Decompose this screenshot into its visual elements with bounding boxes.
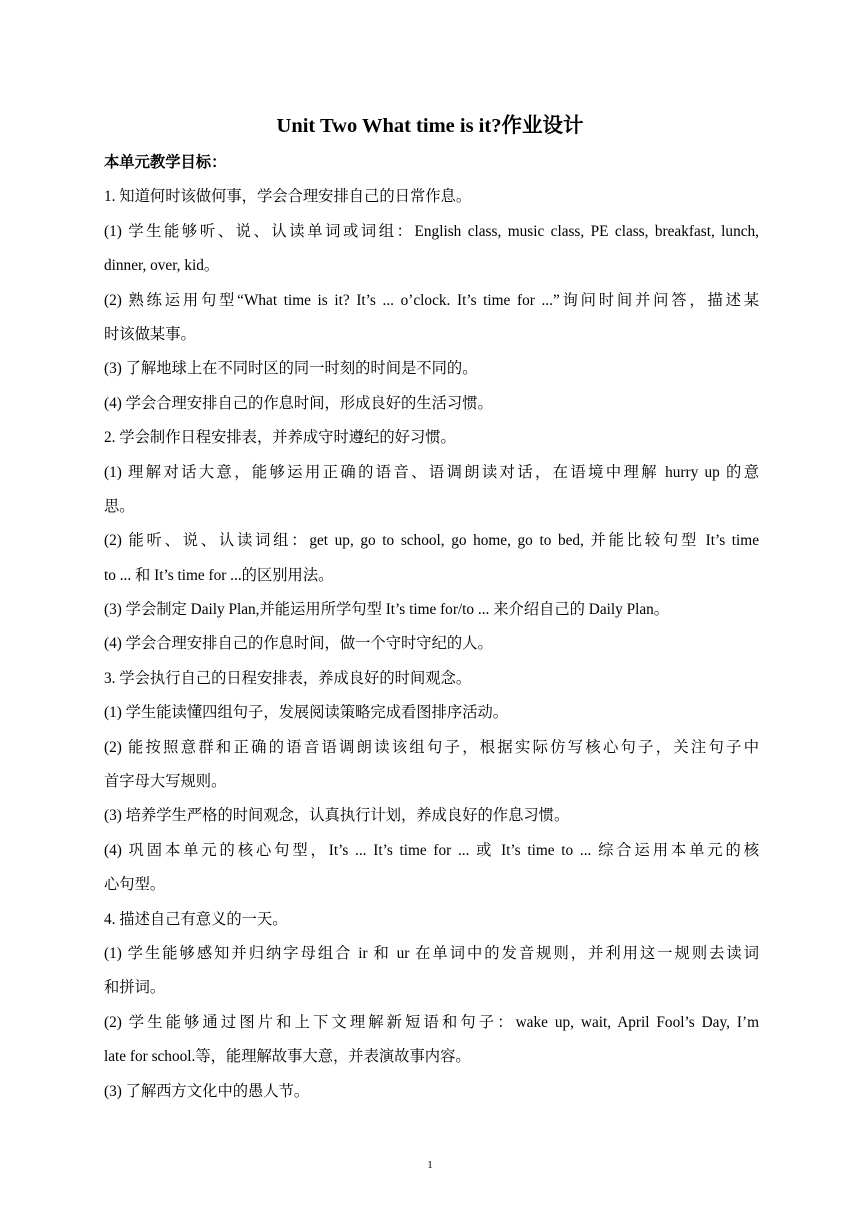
paragraph-line: 时该做某事。 — [104, 325, 196, 343]
paragraph-line: (1) 学生能读懂四组句子，发展阅读策略完成看图排序活动。 — [104, 704, 509, 722]
document-body — [104, 152, 759, 1115]
document-title: Unit Two What time is it?作业设计 — [276, 115, 584, 137]
paragraph-line: (4) 学会合理安排自己的作息时间，做一个守时守纪的人。 — [104, 635, 493, 653]
paragraph-line: (3) 学会制定 Daily Plan,并能运用所学句型 It’s time for/to ... 来介绍自己的 Daily Plan。 — [104, 601, 670, 619]
paragraph-line: (1) 学生能够听、说、认读单词或词组：English class, music class, PE class, breakfast, lunch, — [104, 222, 759, 240]
paragraph-line: (4) 学会合理安排自己的作息时间，形成良好的生活习惯。 — [104, 394, 493, 412]
paragraph-line: (2) 熟练运用句型“What time is it? It’s ... o’clock. It’s time for ...”询问时间并问答，描述某 — [104, 291, 759, 309]
goal-item: 4. 描述自己有意义的一天。 — [104, 910, 288, 928]
paragraph-line: (3) 了解西方文化中的愚人节。 — [104, 1082, 310, 1100]
paragraph-line: (2) 能听、说、认读词组：get up, go to school, go home, go to bed, 并能比较句型 It’s time — [104, 532, 759, 550]
page-number: 1 — [427, 1159, 433, 1171]
paragraph-line: 思。 — [104, 497, 135, 515]
paragraph-line: dinner, over, kid。 — [104, 257, 220, 275]
paragraph-line: to ... 和 It’s time for ...的区别用法。 — [104, 566, 334, 584]
paragraph-line: (3) 了解地球上在不同时区的同一时刻的时间是不同的。 — [104, 360, 478, 378]
paragraph-line: (3) 培养学生严格的时间观念，认真执行计划，养成良好的作息习惯。 — [104, 807, 570, 825]
paragraph-line: (2) 学生能够通过图片和上下文理解新短语和句子：wake up, wait, April Fool’s Day, I’m — [104, 1013, 759, 1031]
paragraph-line: (1) 理解对话大意，能够运用正确的语音、语调朗读对话，在语境中理解 hurry up 的意 — [104, 463, 759, 481]
paragraph-line: (4) 巩固本单元的核心句型，It’s ... It’s time for ... 或 It’s time to ... 综合运用本单元的核 — [104, 841, 759, 859]
section-heading: 本单元教学目标： — [104, 154, 227, 171]
goal-item: 2. 学会制作日程安排表，并养成守时遵纪的好习惯。 — [104, 429, 456, 447]
goal-item: 3. 学会执行自己的日程安排表，养成良好的时间观念。 — [104, 669, 472, 687]
paragraph-line: 心句型。 — [104, 876, 166, 894]
paragraph-line: (1) 学生能够感知并归纳字母组合 ir 和 ur 在单词中的发音规则，并利用这一规则去读词 — [104, 944, 759, 962]
paragraph-line: 首字母大写规则。 — [104, 773, 227, 791]
goal-item: 1. 知道何时该做何事，学会合理安排自己的日常作息。 — [104, 188, 472, 206]
paragraph-line: 和拼词。 — [104, 979, 166, 997]
paragraph-line: (2) 能按照意群和正确的语音语调朗读该组句子，根据实际仿写核心句子，关注句子中 — [104, 738, 759, 756]
paragraph-line: late for school.等，能理解故事大意，并表演故事内容。 — [104, 1048, 471, 1066]
